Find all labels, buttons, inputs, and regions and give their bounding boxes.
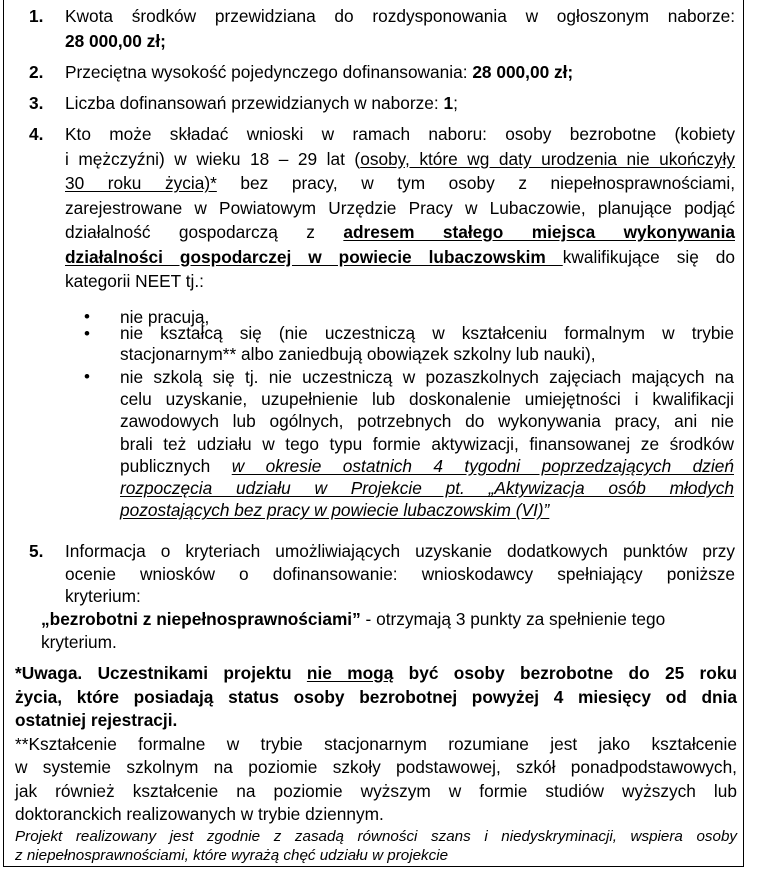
- period-requirement: w okresie ostatnich 4 tygodni poprzedzających dzień: [231, 455, 734, 476]
- age-definition-cont: 30 roku życia)*: [65, 173, 217, 193]
- address-requirement: adresem stałego miejsca wykonywania: [343, 222, 735, 242]
- criterion-paragraph: „bezrobotni z niepełnosprawnościami” - otrzymają 3 punkty za spełnienie tego kryterium.: [41, 609, 666, 652]
- item-text: Liczba dofinansowań przewidzianych w naborze:: [65, 93, 444, 113]
- bullet-icon: •: [84, 307, 90, 326]
- age-definition: osoby, które wg daty urodzenia nie ukończyły: [360, 148, 736, 169]
- footnote-formal-education: **Kształcenie formalne w trybie stacjonarnym rozumiane jest jako kształcenie w systemie szkolnym na poziomie szkoły podstawowej, szkół ponadpodstawowych, jak również kształcenie na poziomie wyższym w formie studiów wyższych lub doktoranckich realizowanych w trybie dziennym.: [15, 734, 737, 824]
- amount-value: 28 000,00 zł;: [65, 30, 166, 51]
- item-number: 2.: [29, 62, 44, 82]
- item-text: Kwota środków przewidziana do rozdysponowania w ogłoszonym naborze:: [65, 6, 735, 26]
- period-requirement-cont: rozpoczęcia udziału w Projekcie pt. „Aktywizacja osób młodych: [120, 478, 734, 499]
- criterion-name: „bezrobotni z niepełnosprawnościami”: [41, 609, 361, 629]
- item-number: 3.: [29, 93, 44, 113]
- warning-note: *Uwaga. Uczestnikami projektu nie mogą być osoby bezrobotne do 25 roku życia, które posiadają status osoby bezrobotnej powyżej 4 miesięcy od dnia ostatniej rejestracji.: [15, 663, 738, 730]
- count-value: 1: [443, 93, 454, 113]
- amount-value: 28 000,00 zł;: [472, 62, 574, 82]
- item-text: Przeciętna wysokość pojedynczego dofinansowania:: [65, 62, 473, 82]
- emphasis-cannot: nie mogą: [306, 663, 394, 683]
- bullet-icon: •: [84, 324, 90, 343]
- bullet-icon: •: [84, 367, 90, 386]
- equal-opportunity-statement: Projekt realizowany jest zgodnie z zasadą równości szans i niedyskryminacji, wspiera osoby z niepełnosprawnościami, które wyrażą chęć udziału w projekcie: [15, 828, 737, 864]
- item-number: 5.: [29, 541, 44, 561]
- address-requirement-cont: działalności gospodarczej w powiecie lubaczowskim: [65, 246, 563, 267]
- project-name: pozostających bez pracy w powiecie lubaczowskim (VI)”: [120, 500, 550, 521]
- item-number: 1.: [29, 6, 44, 26]
- item-number: 4.: [29, 124, 44, 144]
